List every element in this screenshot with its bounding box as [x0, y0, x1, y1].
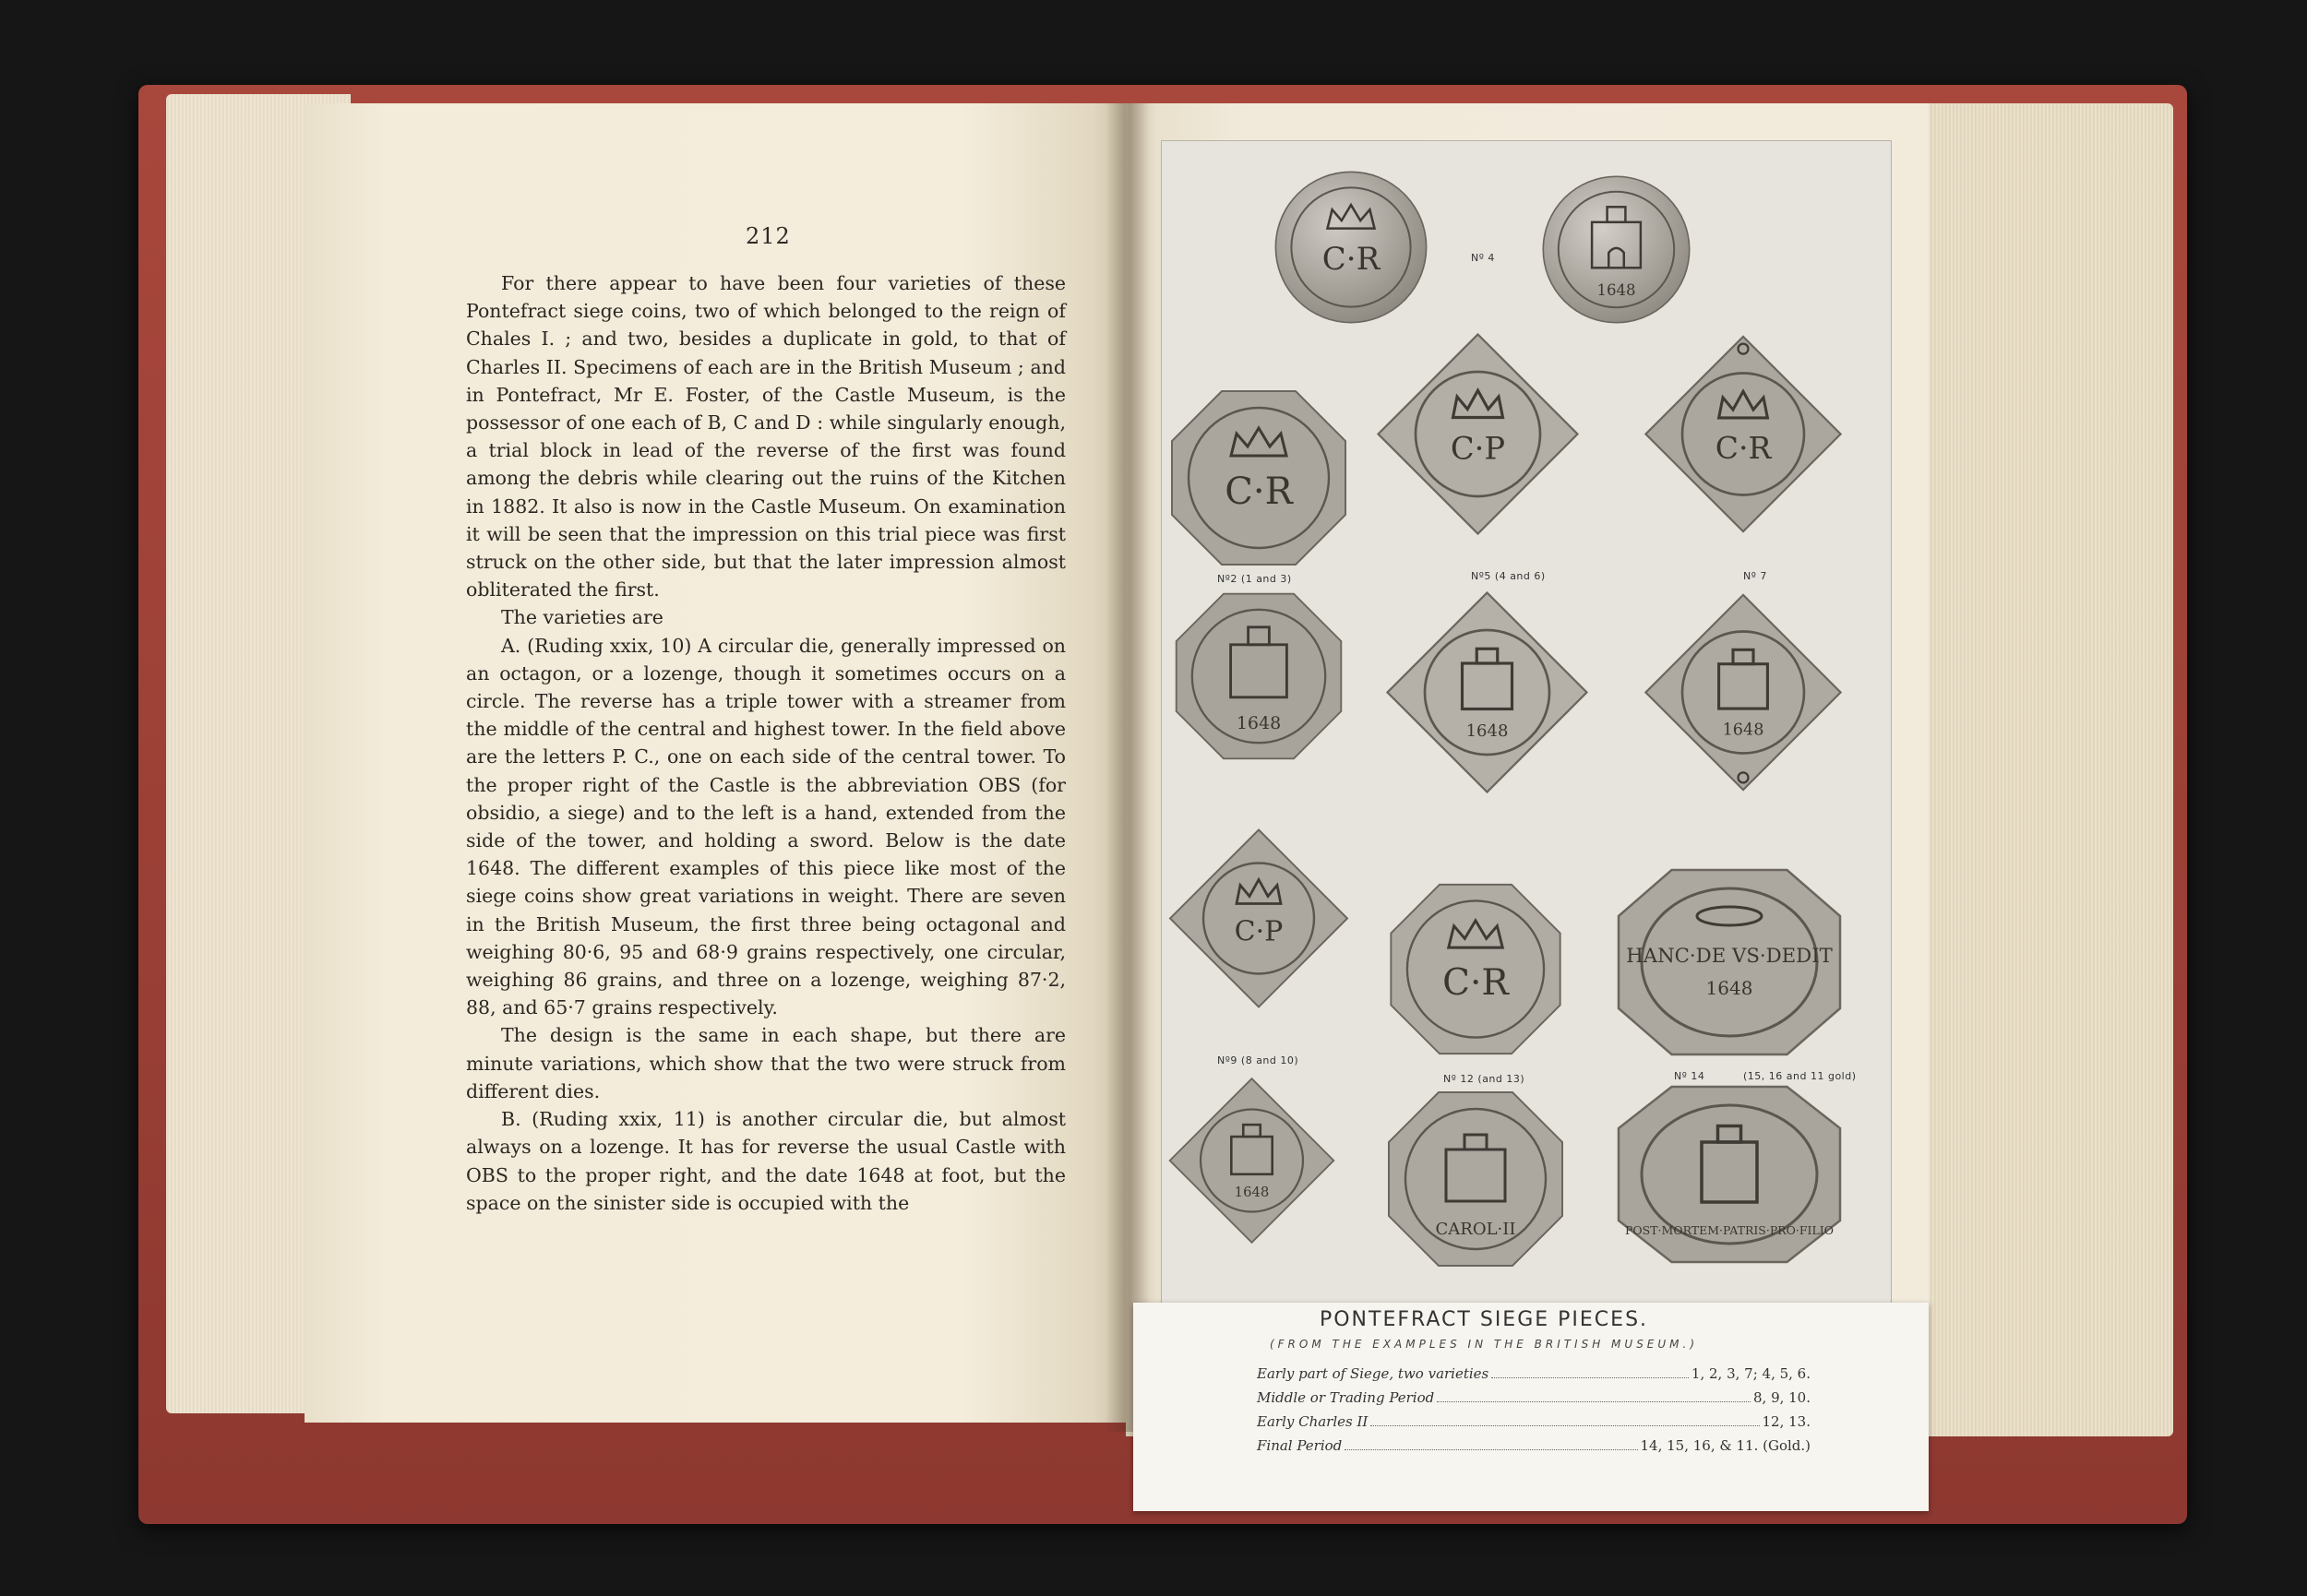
label-no9: Nº9 (8 and 10)	[1217, 1054, 1299, 1066]
paragraph: B. (Ruding xxix, 11) is another circular die, but almost always on a lozenge. It has for reverse the usual Castle with OBS to the proper right, and the date 1648 at foot, but the space on the sinister side is occupied with the	[466, 1108, 1066, 1214]
caption-row	[1257, 1437, 1811, 1461]
caption-card	[1133, 1303, 1929, 1511]
caption-row-value: 14, 15, 16, & 11. (Gold.)	[1640, 1437, 1811, 1454]
page-block-right	[1896, 103, 2173, 1436]
svg-text:C·R: C·R	[1321, 240, 1381, 278]
coin-castle-octagonal-12	[1383, 1087, 1568, 1271]
svg-text:POST·MORTEM·PATRIS·PRO·FILIO: POST·MORTEM·PATRIS·PRO·FILIO	[1625, 1223, 1834, 1237]
coin-hanc-deus	[1614, 865, 1845, 1059]
coin-castle-octagonal	[1166, 589, 1351, 764]
svg-text:C·R: C·R	[1715, 429, 1772, 466]
caption-row-value: 12, 13.	[1762, 1413, 1811, 1430]
caption-row-value: 1, 2, 3, 7; 4, 5, 6.	[1691, 1365, 1811, 1382]
svg-text:1648: 1648	[1465, 721, 1509, 741]
caption-row	[1257, 1389, 1811, 1413]
coin-crown-lozenge-7	[1642, 330, 1845, 538]
caption-rows	[1257, 1365, 1811, 1461]
coin-crown-octagonal-12	[1383, 879, 1568, 1059]
paragraph: The varieties are	[501, 606, 663, 629]
label-no2: Nº2 (1 and 3)	[1217, 573, 1292, 585]
label-no14: Nº 14	[1674, 1070, 1705, 1082]
coin-castle-lozenge-9	[1166, 1073, 1337, 1248]
label-no4: Nº 4	[1471, 252, 1495, 264]
svg-text:C·P: C·P	[1234, 915, 1284, 948]
caption-row-value: 8, 9, 10.	[1752, 1389, 1811, 1406]
coin-crown-lozenge	[1374, 330, 1582, 538]
dot-leader	[1345, 1449, 1637, 1450]
caption-row-label: Final Period	[1257, 1437, 1343, 1454]
page-number: 212	[746, 223, 791, 249]
svg-text:1648: 1648	[1236, 713, 1282, 733]
label-no7: Nº 7	[1743, 570, 1767, 582]
caption-row	[1257, 1413, 1811, 1437]
caption-row-label: Middle or Trading Period	[1257, 1389, 1435, 1406]
coin-castle-lozenge	[1383, 589, 1591, 796]
svg-text:1648: 1648	[1596, 281, 1636, 299]
body-text	[466, 269, 1066, 1217]
svg-text:C·P: C·P	[1450, 430, 1506, 467]
paragraph: A. (Ruding xxix, 10) A circular die, generally impressed on an octagon, or a lozenge, though it sometimes occurs on a circle. The reverse has a triple tower with a streamer from the middle of the central and highest tower. In the field above are the letters P. C., one on each side of the central tower. To the proper right of the Castle is the abbreviation OBS (for obsidio, a siege) and to the left is a hand, extended from the side of the tower, and holding a sword. Below is the date 1648. The different examples of this piece like most of the siege coins show great variations in weight. There are seven in the British Museum, the first three being octagonal and weighing 80·6, 95 and 68·9 grains respectively, one circular, weighing 86 grains, and three on a lozenge, weighing 87·2, 88, and 65·7 grains respectively.	[466, 634, 1066, 1019]
coin-post-mortem	[1614, 1082, 1845, 1267]
svg-text:1648: 1648	[1722, 721, 1764, 740]
coin-castle-circular	[1540, 173, 1692, 326]
label-no5: Nº5 (4 and 6)	[1471, 570, 1546, 582]
svg-text:CAROL·II: CAROL·II	[1435, 1220, 1516, 1239]
caption-row-label: Early part of Siege, two varieties	[1257, 1365, 1489, 1382]
svg-text:1648: 1648	[1234, 1184, 1270, 1200]
svg-text:C·R: C·R	[1442, 961, 1509, 1004]
caption-title: PONTEFRACT SIEGE PIECES.	[1319, 1308, 1649, 1331]
caption-row-label: Early Charles II	[1257, 1413, 1369, 1430]
paragraph: For there appear to have been four varieties of these Pontefract siege coins, two of which belonged to the reign of Chales I. ; and two, besides a duplicate in gold, to that of Charles II. Specimens of each are in the British Museum ; and in Pontefract, Mr E. Foster, of the Castle Museum, is the possessor of one each of B, C and D : while singularly enough, a trial block in lead of the reverse of the first was found among the debris while clearing out the ruins of the Kitchen in 1882. It also is now in the Castle Museum. On examination it will be seen that the impression on this trial piece was first struck on the other side, but that the later impression almost obliterated the first.	[466, 272, 1066, 601]
coin-castle-lozenge-7	[1642, 589, 1845, 796]
coin-crown-lozenge-9	[1166, 824, 1351, 1013]
dot-leader	[1437, 1401, 1751, 1402]
svg-text:1648: 1648	[1705, 977, 1753, 999]
svg-text:HANC·DE VS·DEDIT: HANC·DE VS·DEDIT	[1626, 945, 1833, 968]
coin-crown-octagonal	[1166, 386, 1351, 570]
svg-text:C·R: C·R	[1225, 470, 1293, 513]
gutter-shadow	[1106, 103, 1150, 1432]
dot-leader	[1491, 1377, 1689, 1378]
coin-crown-circular	[1273, 169, 1429, 326]
dot-leader	[1370, 1425, 1759, 1426]
label-no12: Nº 12 (and 13)	[1443, 1073, 1525, 1085]
label-no15: (15, 16 and 11 gold)	[1743, 1070, 1857, 1082]
caption-row	[1257, 1365, 1811, 1389]
caption-subtitle: (FROM THE EXAMPLES IN THE BRITISH MUSEUM.)	[1269, 1338, 1699, 1351]
paragraph: The design is the same in each shape, but there are minute variations, which show that the two were struck from different dies.	[466, 1024, 1066, 1102]
coin-plate	[1161, 140, 1892, 1309]
